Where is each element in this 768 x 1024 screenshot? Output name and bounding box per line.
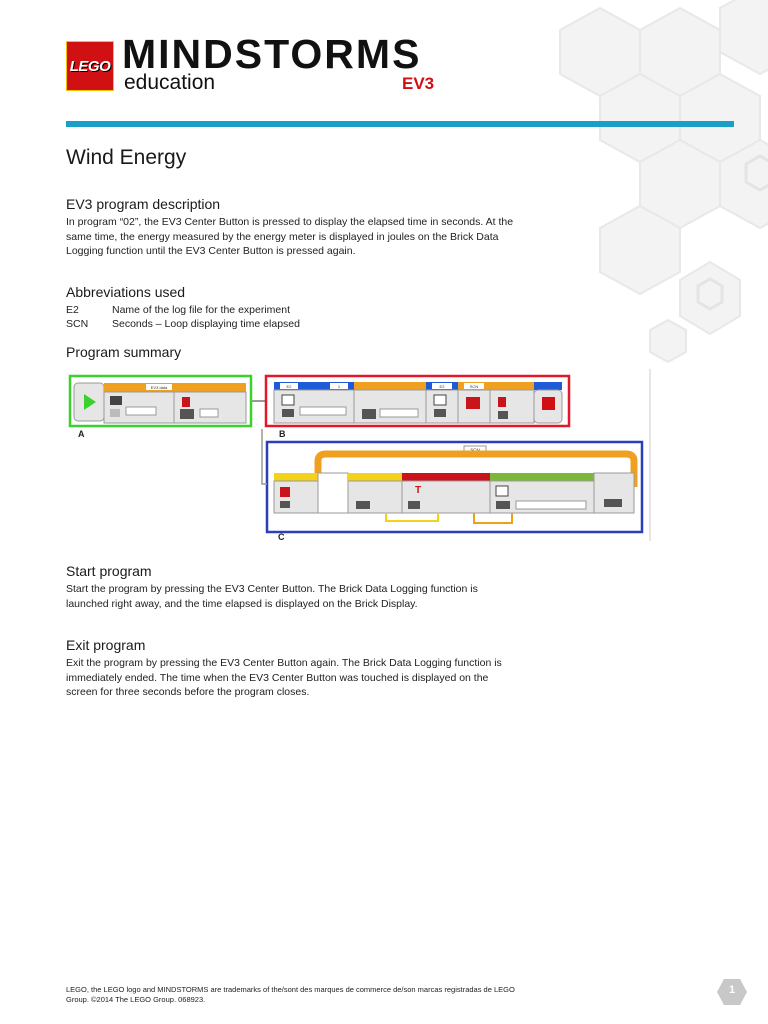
block-icon xyxy=(280,501,290,508)
block-header xyxy=(354,382,426,390)
switch-case xyxy=(318,473,348,513)
screen-icon xyxy=(496,486,508,496)
label-a: A xyxy=(78,429,85,439)
text-icon: T xyxy=(415,485,422,496)
block-icon xyxy=(180,409,194,419)
infinity-icon xyxy=(604,499,622,507)
block-params xyxy=(380,409,418,417)
block-field-label: 1 xyxy=(337,384,341,389)
screen-icon xyxy=(282,395,294,405)
wait-block xyxy=(490,390,534,423)
loop-icon xyxy=(466,397,480,409)
program-description-text: In program “02”, the EV3 Center Button is pressed to display the elapsed time in seconds. At the same time, the energy measured by the energy meter is displayed in joules on the Brick Data Logging function until the EV3 Center Button is pressed again. xyxy=(66,216,514,257)
block-icon xyxy=(356,501,370,509)
block-icon xyxy=(362,409,376,419)
lego-logo-text: LEGO xyxy=(69,57,111,75)
hourglass-icon xyxy=(498,397,506,407)
lego-logo xyxy=(66,41,114,91)
education-wordmark: education xyxy=(124,71,216,94)
screen-icon xyxy=(434,395,446,405)
exit-program-heading: Exit program xyxy=(66,637,146,653)
block-field-label: SCN xyxy=(469,384,479,389)
page-title: Wind Energy xyxy=(66,146,187,169)
block-header xyxy=(534,382,562,390)
timer-icon xyxy=(280,487,290,497)
block-icon xyxy=(110,396,122,405)
ev3-wordmark: EV3 xyxy=(402,74,435,93)
block-header xyxy=(274,473,318,481)
start-program-text: Start the program by pressing the EV3 Center Button. The Brick Data Logging function is launched right away, and the time elapsed is displayed on the Brick Display. xyxy=(66,583,478,610)
program-summary-heading: Program summary xyxy=(66,344,182,360)
block-params xyxy=(126,407,156,415)
block-icon xyxy=(408,501,420,509)
abbreviations-heading: Abbreviations used xyxy=(66,284,186,300)
stop-icon xyxy=(542,397,555,410)
abbreviation-value: Name of the log file for the experiment xyxy=(112,304,291,316)
abbreviation-key: E2 xyxy=(66,304,79,316)
block-header xyxy=(174,383,246,392)
abbreviation-value: Seconds – Loop displaying time elapsed xyxy=(112,318,300,330)
mindstorms-wordmark: MINDSTORMS xyxy=(122,31,422,77)
block-icon xyxy=(496,501,510,509)
start-program-heading: Start program xyxy=(66,563,152,579)
block-field-label: EV3 data xyxy=(150,385,168,390)
exit-program-text: Exit the program by pressing the EV3 Center Button again. The Brick Data Logging function is immediately ended. The time when the EV3 Center Button was touched is displayed on the screen for three seconds before the program closes. xyxy=(66,657,502,698)
block-field-label: E2 xyxy=(286,384,292,389)
block-header xyxy=(402,473,490,481)
block-icon xyxy=(498,411,508,419)
page-number: 1 xyxy=(728,984,736,996)
header-divider xyxy=(66,121,734,127)
block-params xyxy=(200,409,218,417)
hourglass-icon xyxy=(182,397,190,407)
block-icon xyxy=(110,409,120,417)
label-b: B xyxy=(279,429,286,439)
trademark-footer: LEGO, the LEGO logo and MINDSTORMS are trademarks of the/sont des marques de commerce de/son marcas registradas de LEGO Group. ©2014 The LEGO Group. 068923. xyxy=(66,985,515,1004)
block-field-label: E2 xyxy=(439,384,445,389)
block-params xyxy=(516,501,586,509)
block-icon xyxy=(434,409,446,417)
block-header xyxy=(490,473,594,481)
program-description-heading: EV3 program description xyxy=(66,196,221,212)
label-c: C xyxy=(278,532,285,541)
abbreviation-key: SCN xyxy=(66,318,89,330)
block-header xyxy=(490,382,534,390)
block-icon xyxy=(282,409,294,417)
block-params xyxy=(300,407,346,415)
loop-name-label: SCN xyxy=(470,447,480,453)
program-diagram xyxy=(66,369,651,541)
block-header xyxy=(348,473,402,481)
